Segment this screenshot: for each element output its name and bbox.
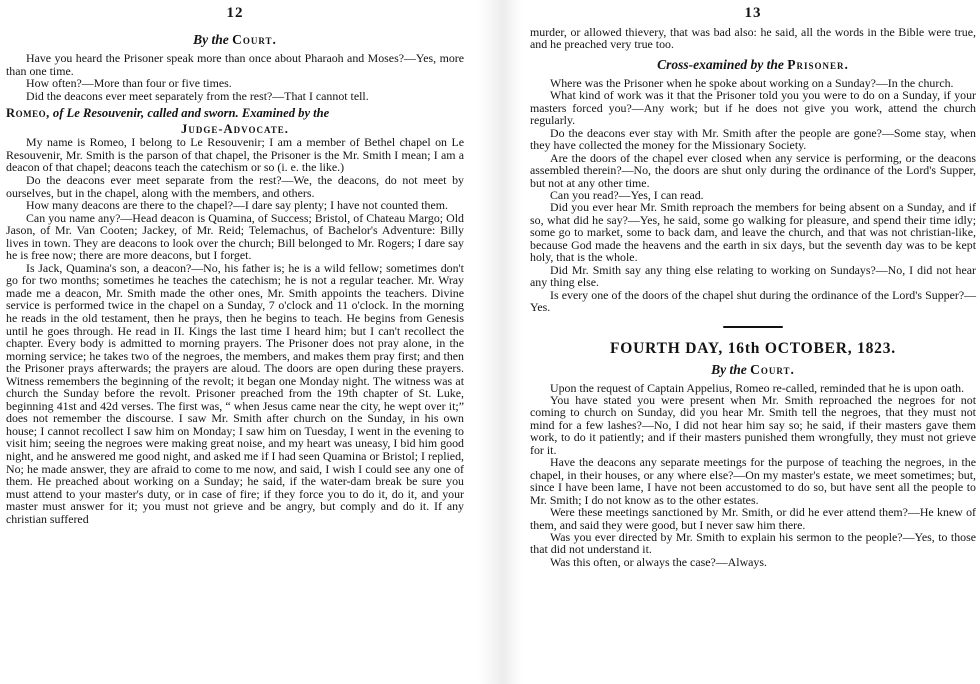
paragraph: Did you ever hear Mr. Smith reproach the members for being absent on a Sunday, and if so, what did he say?—Yes, he said, some go walking for pleasure, and spend their time idly; some go to market, some to back dam, and leave the church, and that was not christian-like, because God made the heavens and the earth in six days, but the seventh day was to be kept holy, that is the whole.	[530, 200, 976, 265]
heading-smallcaps: Court.	[232, 32, 277, 47]
paragraph: Can you read?—Yes, I can read.	[550, 187, 704, 202]
witness-description: of Le Resouvenir, called and sworn. Examined by the	[52, 106, 330, 121]
paragraph: How many deacons are there to the chapel?—I dare say plenty; I have not counted them.	[26, 198, 448, 213]
paragraph: My name is Romeo, I belong to Le Resouvenir; I am a member of Bethel chapel on Le Resouvenir, Mr. Smith is the parson of that chapel, the Prisoner is the Mr. Smith I mean; I am a deacon of that chapel; deacons teach the catechism or so (i. e. the like.)	[6, 135, 464, 175]
paragraph: Is every one of the doors of the chapel shut during the ordinance of the Lord's Supper?—Yes.	[530, 287, 976, 315]
witness-name: Romeo,	[6, 106, 50, 121]
right-page	[522, 0, 980, 684]
paragraph-continuation: murder, or allowed thievery, that was bad also: he said, all the words in the Bible were true, and he preached very true too.	[530, 25, 976, 52]
paragraph: Have you heard the Prisoner speak more than once about Pharaoh and Moses?—Yes, more than one time.	[6, 51, 464, 78]
paragraph: Did the deacons ever meet separately from the rest?—That I cannot tell.	[26, 88, 369, 103]
book-gutter	[478, 0, 522, 684]
paragraph: Are the doors of the chapel ever closed when any service is performing, or the deacons assembled therein?—No, the doors are shut only during the ordinance of the Lord's Supper, but not at any other time.	[530, 150, 976, 190]
left-page	[0, 0, 478, 684]
section-heading-cross-examined	[530, 57, 976, 73]
paragraph: Can you name any?—Head deacon is Quamina, of Success; Bristol, of Chateau Margo; Old Jason, of Mr. Van Cooten; Jackey, of Mr. Reid; Telemachus, of Bachelor's Adventure: Billy lives in town. They are deacons to look over the church; Bill belonged to Mr. Rogers; I dare say he is free now; there are more deacons, but I forget.	[6, 210, 464, 263]
heading-prefix: By the	[193, 32, 229, 47]
witness-examiner: Judge-Advocate.	[181, 122, 289, 137]
paragraph: Where was the Prisoner when he spoke about working on a Sunday?—In the church.	[550, 75, 954, 90]
paragraph: Did Mr. Smith say any thing else relating to working on Sundays?—No, I did not hear any thing else.	[530, 262, 976, 290]
section-heading-by-the-court-2	[530, 362, 976, 378]
paragraph: How often?—More than four or five times.	[26, 76, 232, 91]
paragraph: Was you ever directed by Mr. Smith to explain his sermon to the people?—Yes, to those that did not understand it.	[530, 529, 976, 557]
page-number-right: 13	[744, 5, 762, 21]
paragraph: Was this often, or always the case?—Always.	[550, 554, 767, 569]
paragraph: Upon the request of Captain Appelius, Romeo re-called, reminded that he is upon oath.	[550, 380, 965, 395]
day-heading: FOURTH DAY, 16th OCTOBER, 1823.	[610, 339, 896, 357]
paragraph: Do the deacons ever meet separate from the rest?—We, the deacons, do not meet by ourselves, but in the chapel, along with the members, and others.	[6, 172, 464, 200]
paragraph: Do the deacons ever stay with Mr. Smith after the people are gone?—Some stay, when they have collected the money for the Missionary Society.	[530, 125, 976, 153]
heading-prefix: Cross-examined by the	[657, 56, 784, 72]
paragraph: What kind of work was it that the Prisoner told you you were to do on a Sunday, if your masters forced you?—Any work; but if he does not give you work, attend the church regularly.	[530, 88, 976, 128]
section-divider-rule	[723, 326, 783, 328]
heading-smallcaps: Prisoner.	[787, 56, 849, 72]
heading-prefix: By the	[711, 361, 747, 377]
paragraph: Have the deacons any separate meetings for the purpose of teaching the negroes, in the chapel, in their houses, or any where else?—On my master's estate, we meet sometimes; but, since I have been lame, I have not been accustomed to do so, but have sent all the people to Mr. Smith; I do not know as to the other estates.	[530, 455, 976, 507]
witness-heading	[6, 106, 464, 120]
page-number-left: 12	[226, 5, 244, 21]
paragraph: Is Jack, Quamina's son, a deacon?—No, his father is; he is a wild fellow; sometimes don't go for two months; sometimes he teaches the catechism; he is not a regular teacher. Mr. Wray made me a deacon, Mr. Smith made the other ones, Mr. Smith appoints the teachers. Divine service is performed twice in the chapel on a Sunday, 7 o'clock and 11 o'clock. In the morning he reads in the old testament, then he prays, then he begins to teach. He begins from Genesis until he goes through. He read in II. Kings the last time I heard him; but I can't recollect the chapter. Every body is admitted to morning prayers. The Prisoner does not pray alone, in the morning service; he takes two of the negroes, the members, and makes them pray first; and then the Prisoner prays afterwards; the prayers are aloud. The doors are open during these prayers. Witness remembers the beginning of the revolt; it began one Monday night. The witness was at church the Sunday before the revolt. Prisoner preached from the 19th chapter of St. Luke, beginning 41st and 42d verses. The first was, “ when Jesus came near the city, he wept over it;” does not remember the discourse. I saw Mr. Smith after church on the Sunday, in his own house; I cannot recollect I saw him on Monday; I saw him on Tuesday, I went in the evening to visit him; seeing the negroes were making great noise, and my heart was uneasy, I bid him good night, and he answered me good night, and asked me if I had seen Quamina or Bristol; I replied, No; he made answer, they are afraid to come to me now, and said, I wish I could see any one of them. He preached about working on a Sunday; he said, if the water-dam break be sure you must attend to your master's duty, or in case of fire; if they force you to do it, do it, and your master must answer for it; you must not grieve and be angry, but comply and do it. If any christian suffered	[6, 260, 464, 526]
paragraph: You have stated you were present when Mr. Smith reproached the negroes for not coming to church on Sunday, did you hear Mr. Smith tell the negroes, that they must not mind for a few lashes?—No, I did not hear him say so; he said, if their masters gave them work, to do it patiently; and if their masters punished them wrongfully, they must not grieve for it.	[530, 392, 976, 457]
heading-smallcaps: Court.	[750, 361, 795, 377]
section-heading-by-the-court	[6, 32, 464, 48]
paragraph: Were these meetings sanctioned by Mr. Smith, or did he ever attend them?—He knew of them, and said they were good, but I never saw him there.	[530, 505, 976, 532]
